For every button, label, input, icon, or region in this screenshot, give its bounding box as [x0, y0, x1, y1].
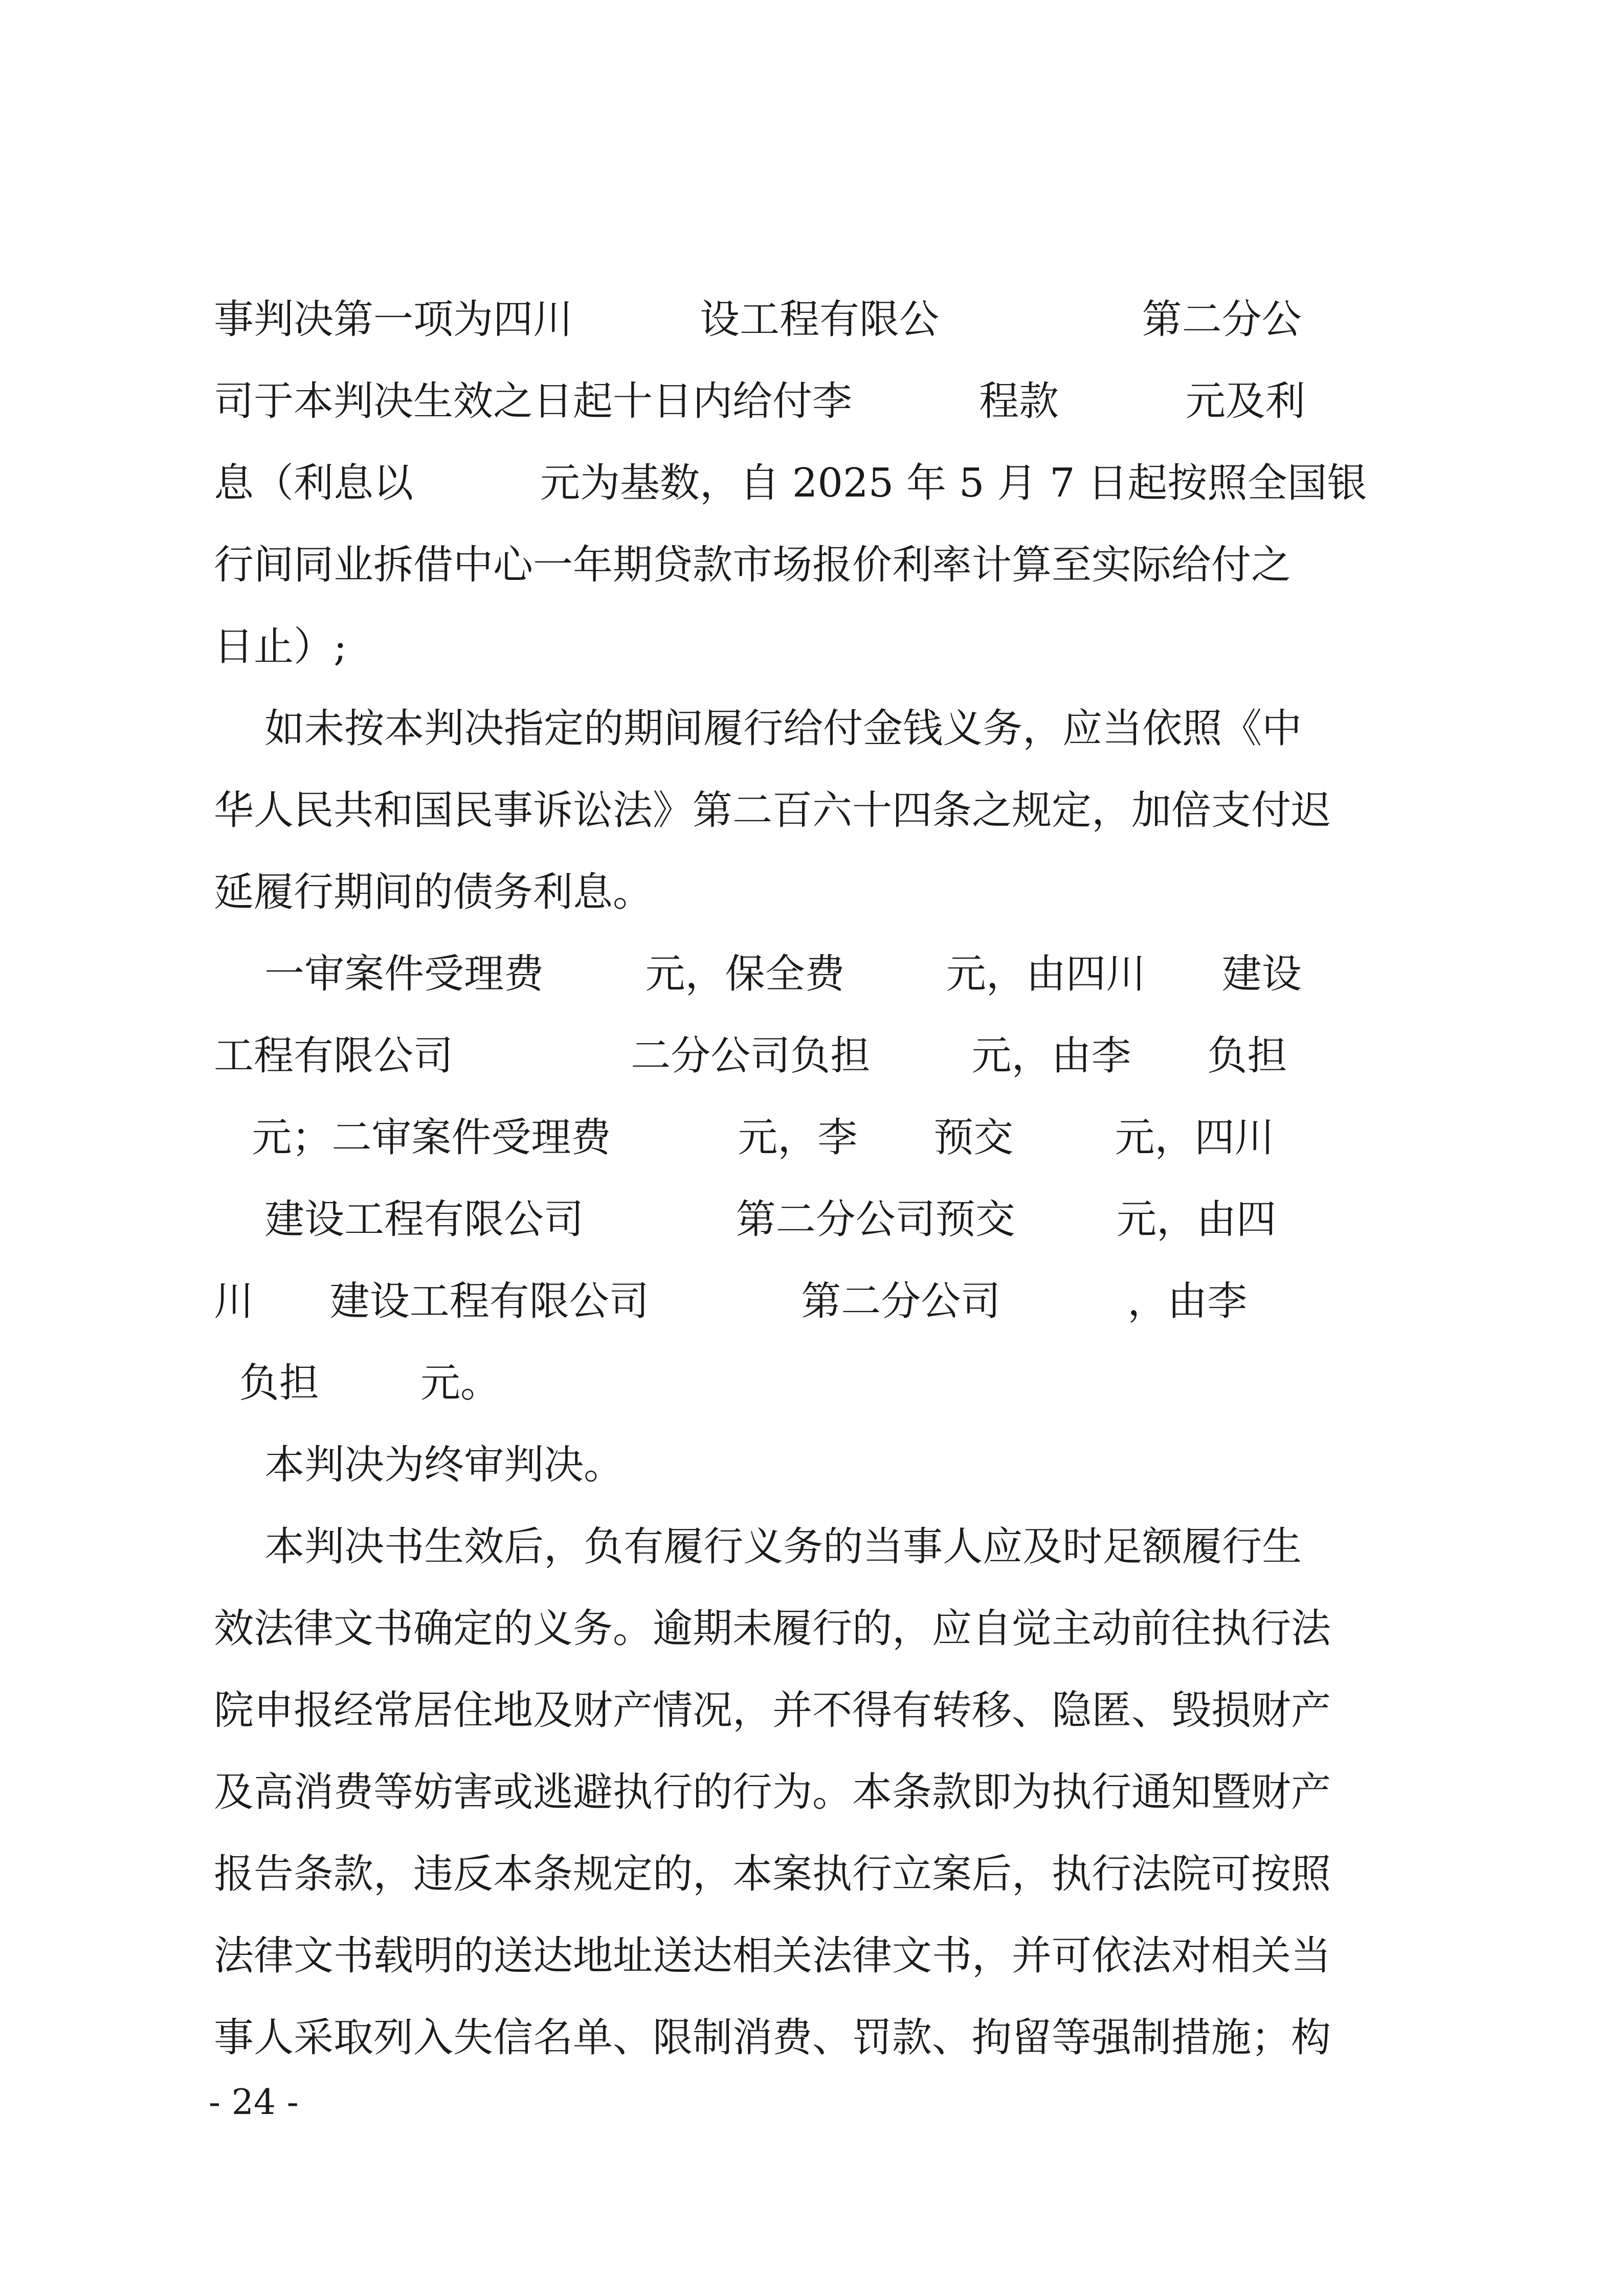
body-text-line: 工程有限公司 二分公司负担 元，由李 负担 [214, 1033, 1287, 1079]
body-text-line: 一审案件受理费 元，保全费 元，由四川 建设 [214, 951, 1302, 997]
body-text-line: 川 建设工程有限公司 第二分公司 ，由李 [214, 1278, 1248, 1324]
body-text-line: 报告条款，违反本条规定的，本案执行立案后，执行法院可按照 [214, 1851, 1331, 1897]
body-text-line: 院申报经常居住地及财产情况，并不得有转移、隐匿、毁损财产 [214, 1687, 1331, 1734]
body-text-line: 事人采取列入失信名单、限制消费、罚款、拘留等强制措施；构 [214, 2015, 1331, 2061]
body-text-line: 延履行期间的债务利息。 [214, 869, 653, 915]
body-text-line: 效法律文书确定的义务。逾期未履行的，应自觉主动前往执行法 [214, 1606, 1331, 1652]
page-number: - 24 - [209, 2082, 299, 2123]
body-text-line: 息（利息以 元为基数，自 2025 年 5 月 7 日起按照全国银 [214, 460, 1367, 506]
body-text-line: 行间同业拆借中心一年期贷款市场报价利率计算至实际给付之 [214, 542, 1292, 588]
body-text-line: 日止）; [214, 624, 347, 670]
body-text-line: 司于本判决生效之日起十日内给付李 程款 元及利 [214, 378, 1305, 424]
body-text-line: 建设工程有限公司 第二分公司预交 元，由四 [214, 1197, 1277, 1243]
body-text-line: 如未按本判决指定的期间履行给付金钱义务，应当依照《中 [214, 706, 1302, 752]
body-text-line: 本判决为终审判决。 [214, 1442, 624, 1488]
body-text-line: 华人民共和国民事诉讼法》第二百六十四条之规定，加倍支付迟 [214, 787, 1331, 834]
body-text-line: 事判决第一项为四川 设工程有限公 第二分公 [214, 297, 1302, 343]
body-text-line: 元；二审案件受理费 元，李 预交 元，四川 [214, 1115, 1275, 1161]
body-text-line: 法律文书载明的送达地址送达相关法律文书，并可依法对相关当 [214, 1933, 1331, 1979]
body-text-line: 及高消费等妨害或逃避执行的行为。本条款即为执行通知暨财产 [214, 1769, 1331, 1815]
body-text-line: 本判决书生效后，负有履行义务的当事人应及时足额履行生 [214, 1524, 1302, 1570]
body-text-line: 负担 元。 [214, 1360, 500, 1406]
